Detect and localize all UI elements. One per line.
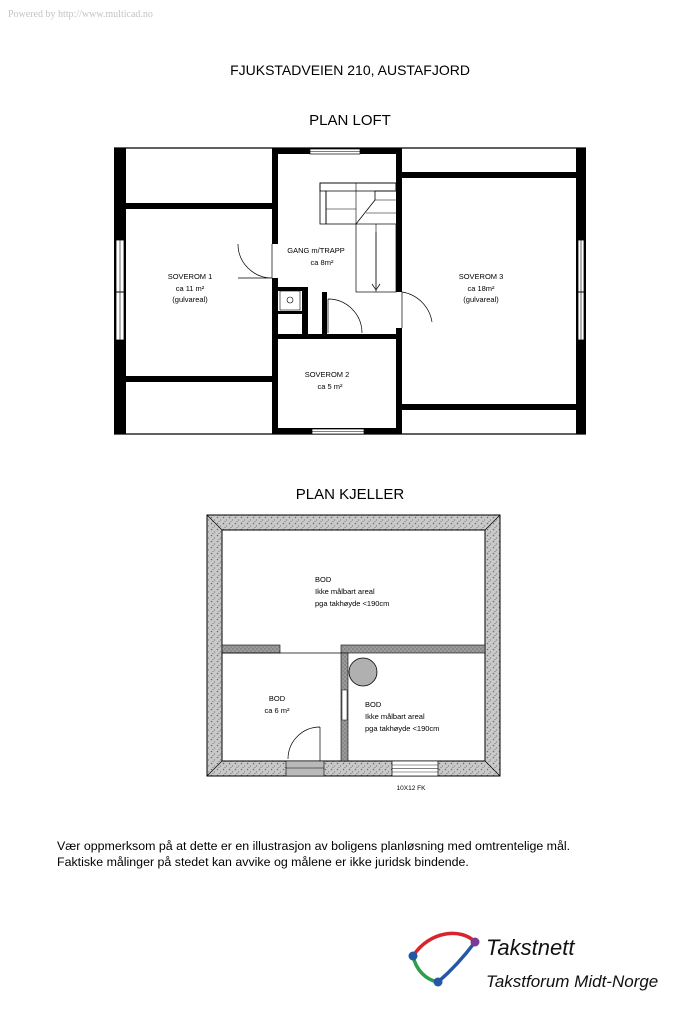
- room-bod-left-area: ca 6 m²: [264, 706, 290, 715]
- room-soverom2-area: ca 5 m²: [317, 382, 343, 391]
- address-title: FJUKSTADVEIEN 210, AUSTAFJORD: [230, 62, 470, 78]
- disclaimer: [57, 838, 570, 870]
- room-bod-left-name: BOD: [268, 694, 286, 703]
- loft-plan: [114, 148, 586, 434]
- room-bod-top-note1: Ikke målbart areal: [315, 587, 375, 596]
- watermark: Powered by http://www.multicad.no: [8, 9, 153, 20]
- room-soverom3-note: (gulvareal): [463, 295, 499, 304]
- room-bod-top-note2: pga takhøyde <190cm: [315, 599, 390, 608]
- room-soverom1-note: (gulvareal): [172, 295, 208, 304]
- room-bod-top-name: BOD: [315, 575, 332, 584]
- disclaimer-line1: Vær oppmerksom på at dette er en illustrasjon av boligens planløsning med omtrentelige mål.: [57, 839, 571, 853]
- room-soverom3-name: SOVEROM 3: [458, 272, 504, 281]
- disclaimer-line2: Faktiske målinger på stedet kan avvike og målene er ikke juridsk bindende.: [57, 855, 469, 869]
- kjeller-plan: [207, 515, 500, 792]
- logo-name: Takstnett: [486, 935, 575, 960]
- room-bod-right-name: BOD: [365, 700, 382, 709]
- room-bod-right-note2: pga takhøyde <190cm: [365, 724, 440, 733]
- room-gang-name: GANG m/TRAPP: [287, 246, 345, 255]
- room-soverom3-area: ca 18m²: [467, 284, 495, 293]
- loft-plan-title: PLAN LOFT: [309, 112, 391, 129]
- room-bod-right-note1: Ikke målbart areal: [365, 712, 425, 721]
- room-soverom1-area: ca 11 m²: [175, 284, 205, 293]
- room-soverom2-name: SOVEROM 2: [304, 370, 350, 379]
- window-label: 10X12 FK: [396, 785, 426, 792]
- logo-subtitle: Takstforum Midt-Norge: [486, 972, 659, 991]
- room-soverom1-name: SOVEROM 1: [167, 272, 213, 281]
- room-gang-area: ca 8m²: [310, 258, 334, 267]
- takstnett-logo: [400, 924, 690, 1004]
- kjeller-plan-title: PLAN KJELLER: [295, 486, 405, 503]
